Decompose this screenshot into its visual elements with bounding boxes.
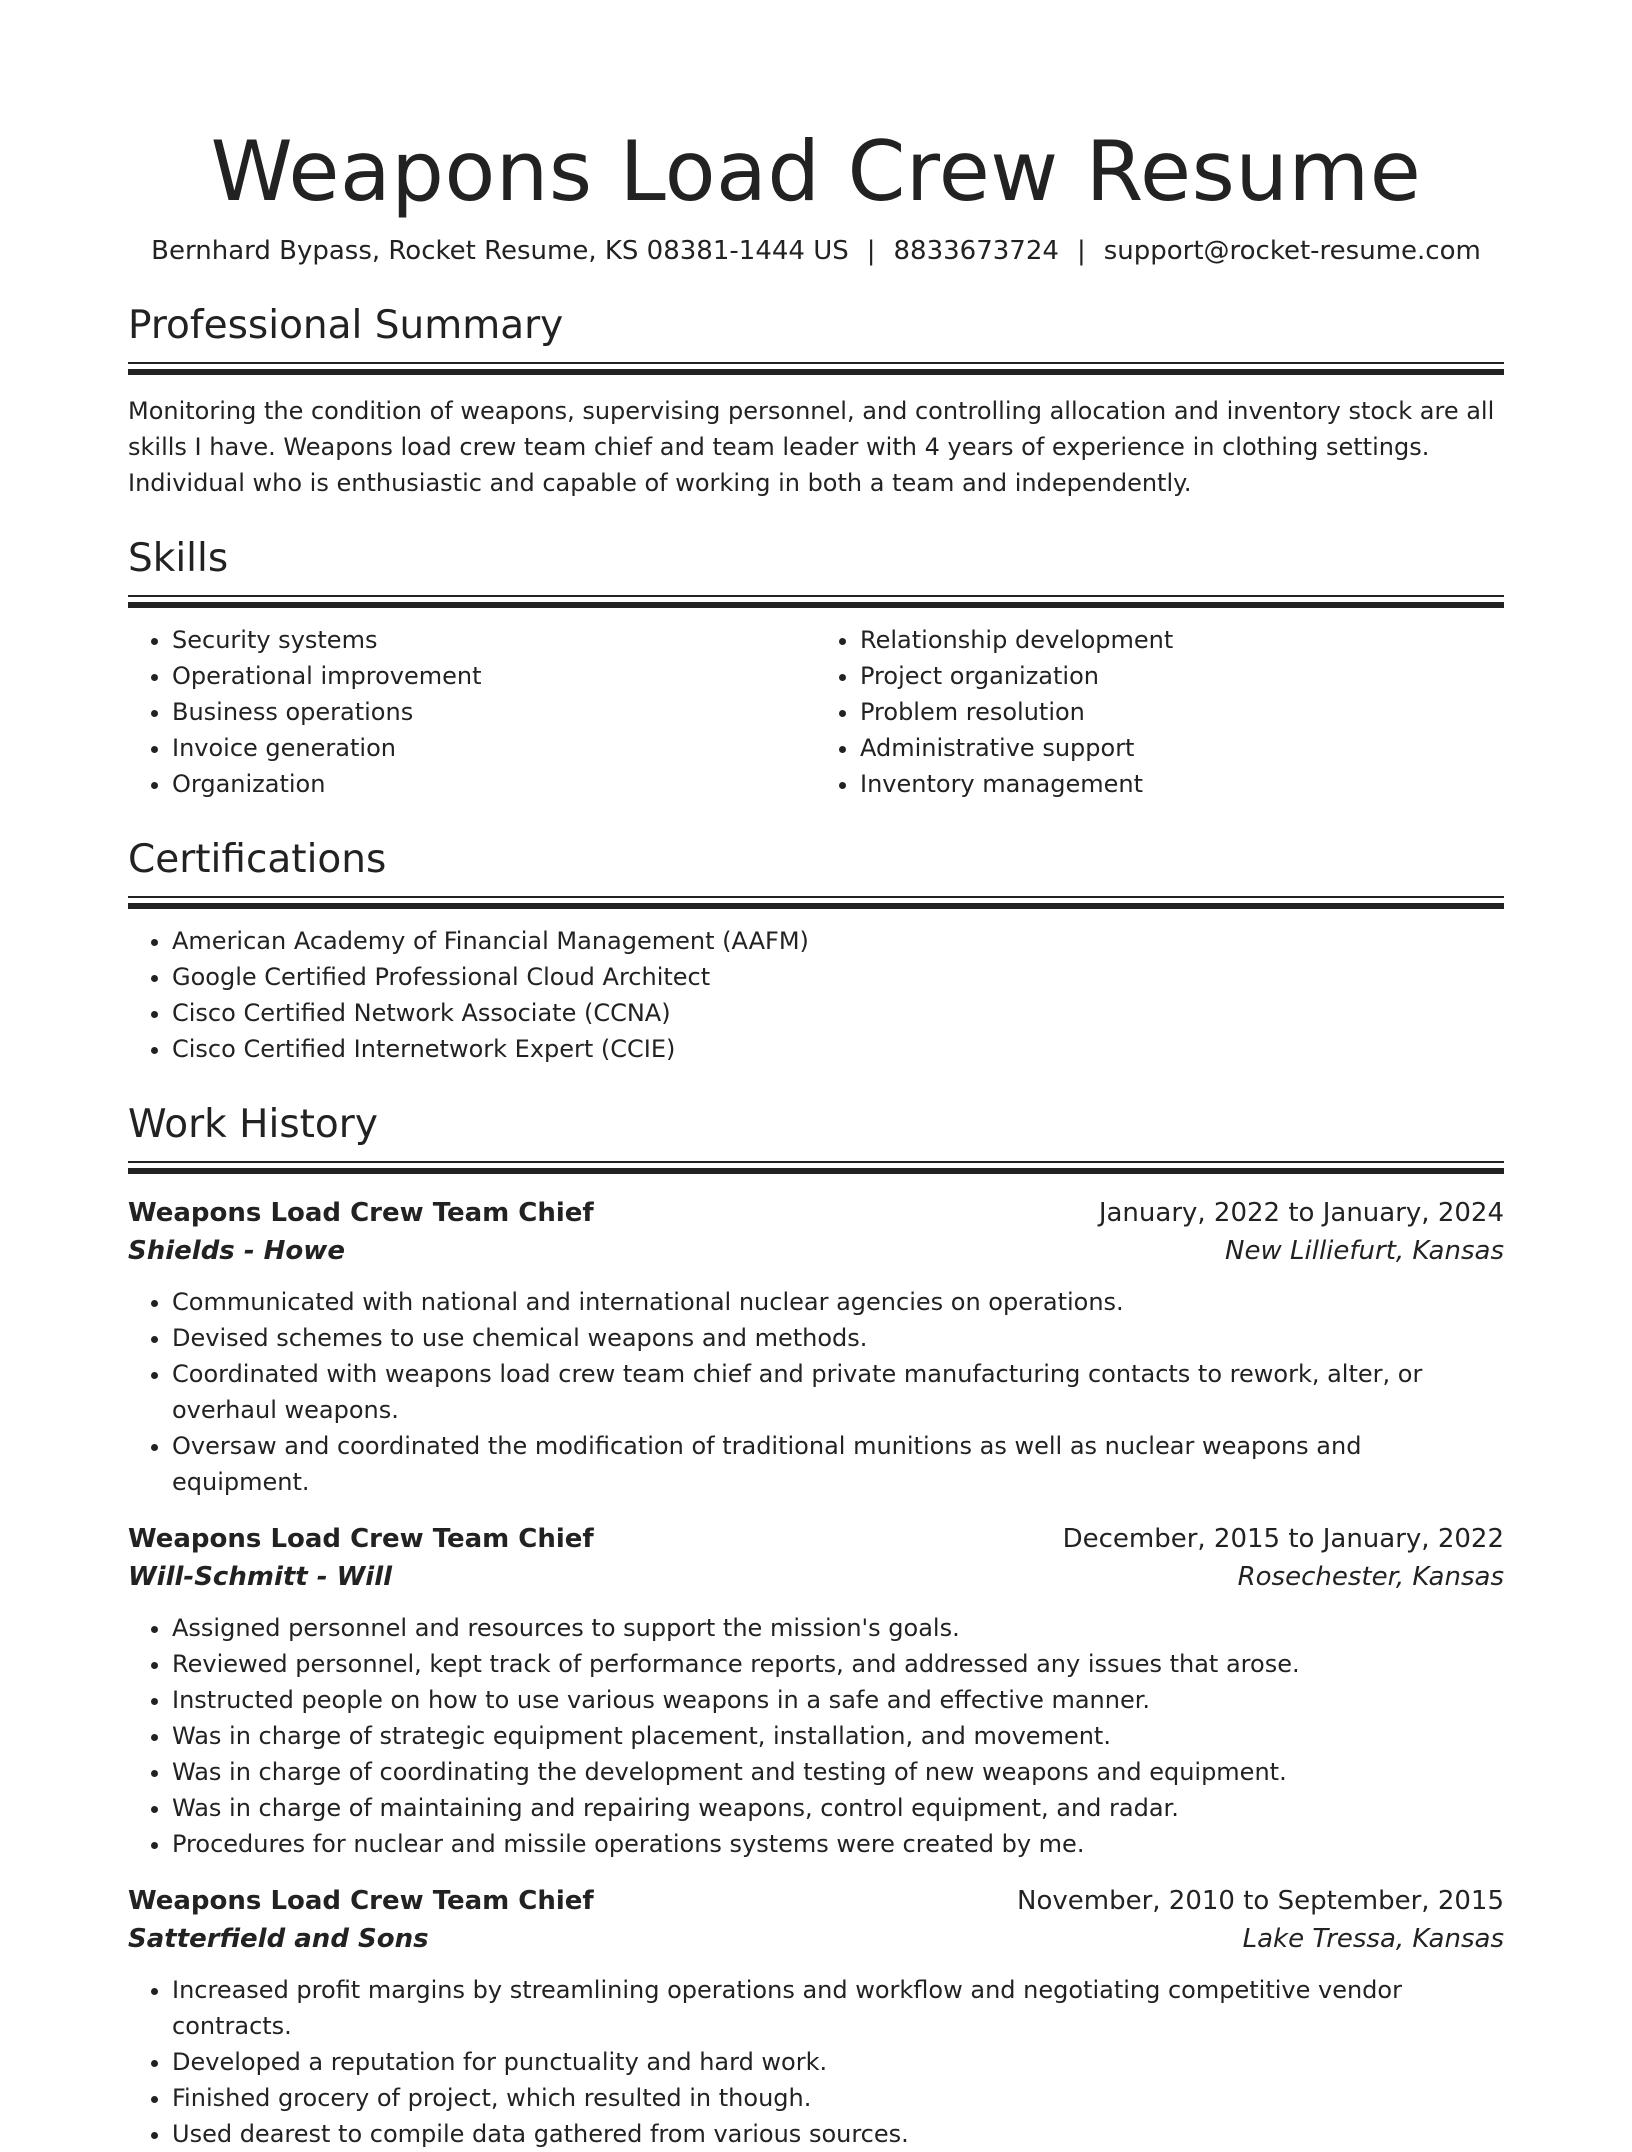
work-history-heading: Work History [128, 1102, 378, 1147]
skill-item: • Business operations [172, 694, 816, 730]
job-company: Will-Schmitt - Will [128, 1562, 393, 1592]
contact-phone: 8833673724 [893, 236, 1059, 266]
job-bullet: • Procedures for nuclear and missile operations systems were created by me. [172, 1826, 1504, 1862]
certifications-heading: Certifications [128, 837, 387, 882]
skill-item: • Problem resolution [860, 694, 1504, 730]
job-company: Shields - Howe [128, 1236, 345, 1266]
job-bullet: • Reviewed personnel, kept track of performance reports, and addressed any issues that arose. [172, 1646, 1504, 1682]
job-location: Rosechester, Kansas [1237, 1562, 1504, 1592]
contact-email[interactable]: support@rocket-resume.com [1103, 236, 1481, 266]
job-header-row [128, 1520, 1504, 1558]
job-dates: January, 2022 to January, 2024 [1098, 1198, 1504, 1228]
job-entry [128, 1520, 1504, 1862]
job-bullets [128, 1610, 1504, 1862]
certification-item: • American Academy of Financial Management (AAFM) [172, 923, 1504, 959]
job-bullet: • Used dearest to compile data gathered from various sources. [172, 2116, 1504, 2152]
job-location: New Lilliefurt, Kansas [1225, 1236, 1504, 1266]
job-location: Lake Tressa, Kansas [1242, 1924, 1504, 1954]
contact-address: Bernhard Bypass, Rocket Resume, KS 08381-1444 US [151, 236, 849, 266]
job-bullet: • Increased profit margins by streamlining operations and workflow and negotiating competitive vendor contracts. [172, 1972, 1504, 2044]
contact-line [128, 234, 1504, 268]
skill-item: • Organization [172, 766, 816, 802]
job-title: Weapons Load Crew Team Chief [128, 1524, 594, 1554]
skill-item: • Invoice generation [172, 730, 816, 766]
job-bullet: • Communicated with national and international nuclear agencies on operations. [172, 1284, 1504, 1320]
skill-item: • Operational improvement [172, 658, 816, 694]
certification-item: • Cisco Certified Network Associate (CCNA) [172, 995, 1504, 1031]
job-bullets [128, 1972, 1504, 2152]
job-bullets [128, 1284, 1504, 1500]
skill-item: • Relationship development [860, 622, 1504, 658]
certification-item: • Google Certified Professional Cloud Architect [172, 959, 1504, 995]
skill-item: • Project organization [860, 658, 1504, 694]
job-bullet: • Developed a reputation for punctuality and hard work. [172, 2044, 1504, 2080]
skill-item: • Security systems [172, 622, 816, 658]
certifications-section [128, 836, 1504, 1067]
section-divider [128, 362, 1504, 375]
job-bullet: • Coordinated with weapons load crew team chief and private manufacturing contacts to rework, alter, or overhaul weapons. [172, 1356, 1504, 1428]
job-dates: December, 2015 to January, 2022 [1062, 1524, 1504, 1554]
contact-separator: | [1076, 236, 1086, 266]
job-entry [128, 1194, 1504, 1500]
job-company: Satterfield and Sons [128, 1924, 429, 1954]
job-bullet: • Was in charge of maintaining and repairing weapons, control equipment, and radar. [172, 1790, 1504, 1826]
summary-heading: Professional Summary [128, 303, 564, 348]
job-header-row [128, 1882, 1504, 1920]
job-title: Weapons Load Crew Team Chief [128, 1886, 594, 1916]
job-bullet: • Was in charge of coordinating the development and testing of new weapons and equipment. [172, 1754, 1504, 1790]
work-history-section [128, 1101, 1504, 2152]
job-header-row [128, 1194, 1504, 1232]
job-company-row [128, 1558, 1504, 1596]
skills-columns [128, 622, 1504, 802]
skills-section [128, 535, 1504, 802]
job-company-row [128, 1920, 1504, 1958]
certification-item: • Cisco Certified Internetwork Expert (CCIE) [172, 1031, 1504, 1067]
job-bullet: • Assigned personnel and resources to support the mission's goals. [172, 1610, 1504, 1646]
job-bullet: • Instructed people on how to use various weapons in a safe and effective manner. [172, 1682, 1504, 1718]
skills-heading: Skills [128, 536, 229, 581]
section-divider [128, 595, 1504, 608]
job-bullet: • Oversaw and coordinated the modification of traditional munitions as well as nuclear weapons and equipment. [172, 1428, 1504, 1500]
job-bullet: • Devised schemes to use chemical weapons and methods. [172, 1320, 1504, 1356]
skills-list-left [128, 622, 816, 802]
job-title: Weapons Load Crew Team Chief [128, 1198, 594, 1228]
job-bullet: • Was in charge of strategic equipment placement, installation, and movement. [172, 1718, 1504, 1754]
summary-text: Monitoring the condition of weapons, supervising personnel, and controlling allocation and inventory stock are all skills I have. Weapons load crew team chief and team leader with 4 years of experience in clothing settings. Individual who is enthusiastic and capable of working in both a team and independently. [128, 397, 1495, 497]
contact-separator: | [866, 236, 876, 266]
section-divider [128, 1161, 1504, 1174]
section-divider [128, 896, 1504, 909]
resume-title: Weapons Load Crew Resume [210, 123, 1422, 220]
skills-list-right [816, 622, 1504, 802]
summary-section [128, 302, 1504, 501]
skill-item: • Administrative support [860, 730, 1504, 766]
certifications-list [128, 923, 1504, 1067]
job-company-row [128, 1232, 1504, 1270]
job-dates: November, 2010 to September, 2015 [1017, 1886, 1504, 1916]
job-bullet: • Finished grocery of project, which resulted in though. [172, 2080, 1504, 2116]
skill-item: • Inventory management [860, 766, 1504, 802]
